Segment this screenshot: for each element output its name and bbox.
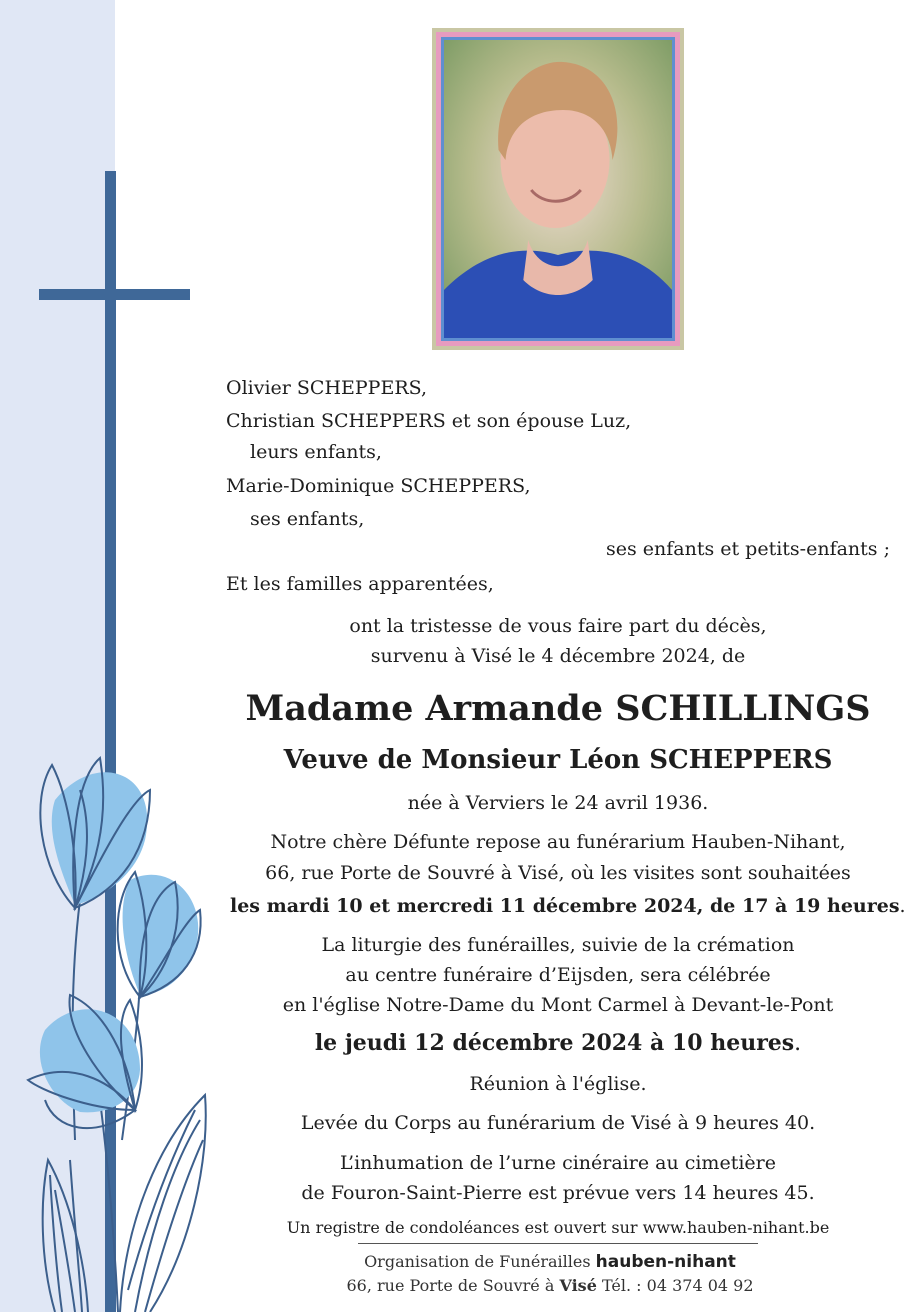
family-line: leurs enfants,: [250, 441, 382, 463]
tulip-icon: [28, 995, 142, 1128]
portrait-frame: [432, 28, 684, 350]
visit-dates-bold: les mardi 10 et mercredi 11 décembre 2024, de 17 à 19 heures: [230, 895, 900, 917]
birth-line: née à Verviers le 24 avril 1936.: [407, 792, 709, 814]
deceased-name: Madame Armande SCHILLINGS: [245, 688, 871, 729]
organisation-line: Organisation de Funérailles hauben-nihant: [364, 1252, 736, 1272]
cross-icon: [105, 171, 116, 1312]
family-line: Olivier SCHEPPERS,: [226, 377, 428, 399]
funeral-date: le jeudi 12 décembre 2024 à 10 heures.: [314, 1030, 802, 1056]
liturgy-line: au centre funéraire d’Eijsden, sera célébrée: [345, 964, 771, 986]
announcement-line: ont la tristesse de vous faire part du décès,: [349, 615, 767, 637]
footer-divider: [358, 1243, 758, 1244]
inhumation-line: de Fouron-Saint-Pierre est prévue vers 14 heures 45.: [301, 1182, 815, 1204]
visit-line: 66, rue Porte de Souvré à Visé, où les visites sont souhaitées: [265, 862, 851, 884]
visit-line: Notre chère Défunte repose au funérarium Hauben-Nihant,: [270, 831, 846, 853]
liturgy-line: La liturgie des funérailles, suivie de la crémation: [321, 934, 795, 956]
spouse-line: Veuve de Monsieur Léon SCHEPPERS: [283, 745, 833, 775]
address-line: 66, rue Porte de Souvré à Visé Tél. : 04 374 04 92: [346, 1276, 754, 1295]
levee-line: Levée du Corps au funérarium de Visé à 9 heures 40.: [300, 1112, 816, 1134]
reunion-line: Réunion à l'église.: [469, 1073, 647, 1095]
family-line: Christian SCHEPPERS et son épouse Luz,: [226, 410, 632, 432]
cross-flowers-decoration: [0, 0, 215, 1312]
announcement-line: survenu à Visé le 4 décembre 2024, de: [370, 645, 746, 667]
brand-logo: hauben-nihant: [595, 1252, 736, 1272]
family-line: Et les familles apparentées,: [226, 573, 494, 595]
liturgy-line: en l'église Notre-Dame du Mont Carmel à Devant-le-Pont: [282, 994, 834, 1016]
family-line: ses enfants,: [250, 508, 365, 530]
family-line: Marie-Dominique SCHEPPERS,: [226, 475, 531, 497]
family-line: ses enfants et petits-enfants ;: [605, 538, 890, 560]
tulip-icon: [118, 872, 201, 997]
portrait-photo: [444, 40, 672, 338]
visit-dates: les mardi 10 et mercredi 11 décembre 2024, de 17 à 19 heures.: [230, 895, 906, 917]
inhumation-line: L’inhumation de l’urne cinéraire au cimetière: [340, 1152, 776, 1174]
registry-line: Un registre de condoléances est ouvert sur www.hauben-nihant.be: [286, 1218, 830, 1237]
